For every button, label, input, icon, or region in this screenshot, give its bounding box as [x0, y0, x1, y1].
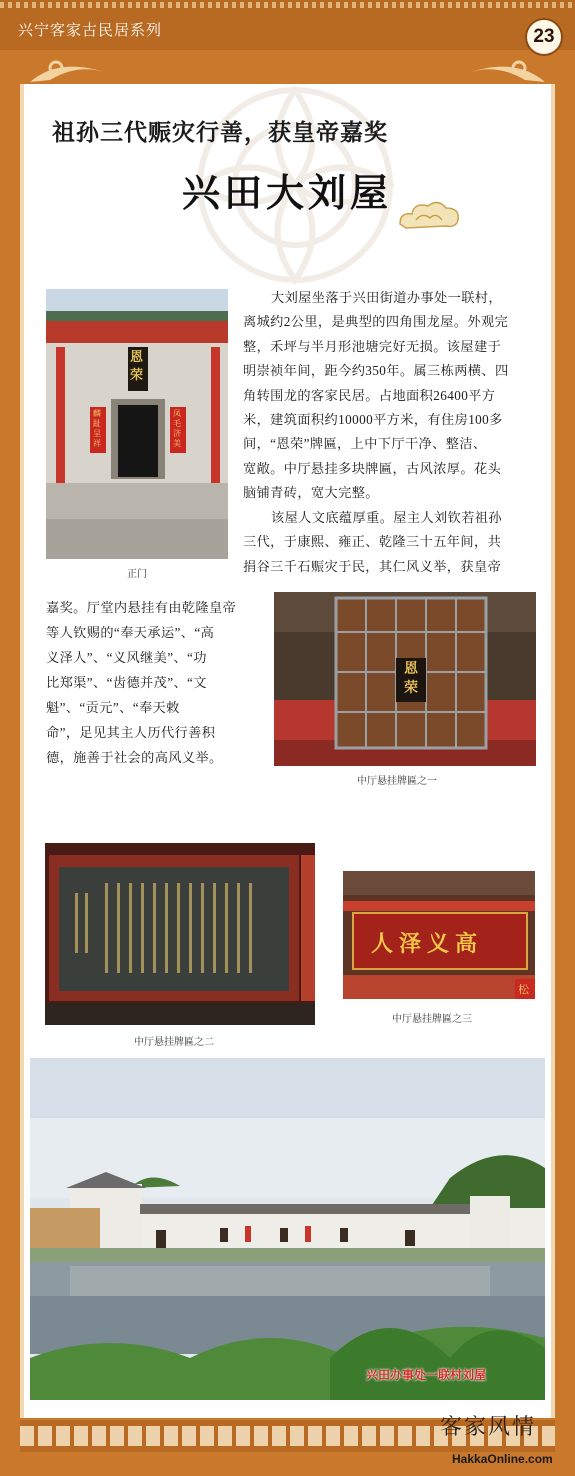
plaque-photo-3: [343, 871, 535, 999]
plaque2-caption: 中厅悬挂牌匾之二: [134, 1037, 214, 1048]
series-title: 兴宁客家古民居系列: [18, 22, 163, 39]
gate-caption: 正门: [127, 569, 147, 580]
plaque3-caption: 中厅悬挂牌匾之三: [392, 1014, 472, 1025]
village-label: 兴田办事处一联村刘屋: [366, 1368, 487, 1382]
site-logo: 客家风情: [440, 1415, 537, 1440]
plaque1-caption: 中厅悬挂牌匾之一: [357, 776, 437, 787]
plaque1-text: 恩荣: [404, 661, 418, 696]
plaque-photo-1: [274, 592, 536, 766]
paragraph-intro: 大刘屋坐落于兴田街道办事处一联村， 离城约2公里，是典型的四角围龙屋。外观完 整，禾坪与半月形池塘完好无损。该屋建于 明崇祯年间，距今约350年。属三栋两横、四 角转围龙的客家民居。占地面积26400平方 米，建筑面积约10000平方米，有住房100多 间，“恩荣”牌匾，上中下厅干净、整洁、 宽敞。中厅悬挂多块牌匾，古风浓厚。花头 脑铺青砖，宽大完整。: [243, 290, 509, 501]
paragraph-history: 该屋人文底蕴厚重。屋主人刘钦若祖孙 三代，于康熙、雍正、乾隆三十五年间，共 捐谷三千石赈灾于民，其仁风义举，获皇帝: [243, 510, 502, 574]
plaque-photo-2: [45, 843, 315, 1025]
article-title: 兴田大刘屋: [182, 170, 393, 215]
paragraph-plaques: 嘉奖。厅堂内悬挂有由乾隆皇帝 等人钦赐的“奉天承运”、“高 义泽人”、“义风继美”、“功 比郑渠”、“齿德并茂”、“文 魁”、“贡元”、“奉天敕 命”，足见其主人历代行善积 德，施善于社会的高风义举。: [46, 600, 237, 765]
gate-couplet-right: 凤毛济美: [173, 409, 181, 448]
village-photo: [30, 1058, 545, 1400]
gate-plaque-text: 恩荣: [130, 350, 144, 383]
article-subtitle: 祖孙三代赈灾行善，获皇帝嘉奖: [52, 119, 388, 146]
cloud-ornament: [396, 198, 462, 232]
gate-photo: [46, 289, 228, 559]
site-url[interactable]: HakkaOnline.com: [452, 1452, 553, 1466]
plaque3-corner: 松: [518, 983, 529, 996]
plaque3-text: 人泽义高: [371, 931, 484, 957]
page-number: 23: [525, 18, 563, 56]
gate-couplet-left: 麟趾呈祥: [93, 409, 101, 448]
